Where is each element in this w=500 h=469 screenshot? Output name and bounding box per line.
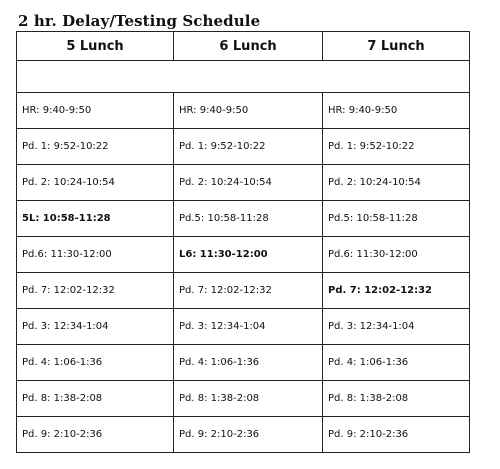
- table-cell: Pd. 3: 12:34-1:04: [323, 309, 470, 345]
- column-header-7-lunch: 7 Lunch: [323, 32, 470, 61]
- table-cell: Pd.5: 10:58-11:28: [174, 201, 323, 237]
- table-cell: Pd. 2: 10:24-10:54: [323, 165, 470, 201]
- table-cell: HR: 9:40-9:50: [174, 93, 323, 129]
- table-row: [17, 381, 470, 417]
- table-cell: Pd. 4: 1:06-1:36: [17, 345, 174, 381]
- table-cell: Pd. 2: 10:24-10:54: [17, 165, 174, 201]
- table-cell: Pd. 7: 12:02-12:32: [174, 273, 323, 309]
- page-title: 2 hr. Delay/Testing Schedule: [18, 12, 261, 30]
- table-cell: Pd. 4: 1:06-1:36: [174, 345, 323, 381]
- table-cell: Pd.6: 11:30-12:00: [323, 237, 470, 273]
- table-cell: Pd. 2: 10:24-10:54: [174, 165, 323, 201]
- table-cell: Pd. 1: 9:52-10:22: [17, 129, 174, 165]
- table-row: [17, 345, 470, 381]
- table-cell: Pd. 3: 12:34-1:04: [17, 309, 174, 345]
- header-row: [17, 32, 470, 61]
- table-cell: Pd. 1: 9:52-10:22: [174, 129, 323, 165]
- table-row: [17, 93, 470, 129]
- lunch-cell-highlight: L6: 11:30-12:00: [174, 237, 323, 273]
- table-row: [17, 417, 470, 453]
- blank-cell: [17, 61, 470, 93]
- column-header-5-lunch: 5 Lunch: [17, 32, 174, 61]
- column-header-6-lunch: 6 Lunch: [174, 32, 323, 61]
- schedule-table: [16, 31, 470, 453]
- table-row: [17, 237, 470, 273]
- table-cell: Pd. 8: 1:38-2:08: [174, 381, 323, 417]
- table-cell: Pd. 8: 1:38-2:08: [17, 381, 174, 417]
- table-cell: Pd.6: 11:30-12:00: [17, 237, 174, 273]
- table-cell: Pd. 3: 12:34-1:04: [174, 309, 323, 345]
- table-row: [17, 129, 470, 165]
- lunch-cell-highlight: Pd. 7: 12:02-12:32: [323, 273, 470, 309]
- lunch-cell-highlight: 5L: 10:58-11:28: [17, 201, 174, 237]
- table-row: [17, 273, 470, 309]
- table-row: [17, 201, 470, 237]
- table-cell: Pd. 4: 1:06-1:36: [323, 345, 470, 381]
- table-cell: Pd. 9: 2:10-2:36: [174, 417, 323, 453]
- table-cell: HR: 9:40-9:50: [17, 93, 174, 129]
- table-cell: Pd. 8: 1:38-2:08: [323, 381, 470, 417]
- table-cell: Pd. 1: 9:52-10:22: [323, 129, 470, 165]
- table-cell: HR: 9:40-9:50: [323, 93, 470, 129]
- table-cell: Pd. 9: 2:10-2:36: [323, 417, 470, 453]
- table-cell: Pd. 7: 12:02-12:32: [17, 273, 174, 309]
- table-row: [17, 309, 470, 345]
- table-cell: Pd.5: 10:58-11:28: [323, 201, 470, 237]
- table-cell: Pd. 9: 2:10-2:36: [17, 417, 174, 453]
- blank-row: [17, 61, 470, 93]
- table-row: [17, 165, 470, 201]
